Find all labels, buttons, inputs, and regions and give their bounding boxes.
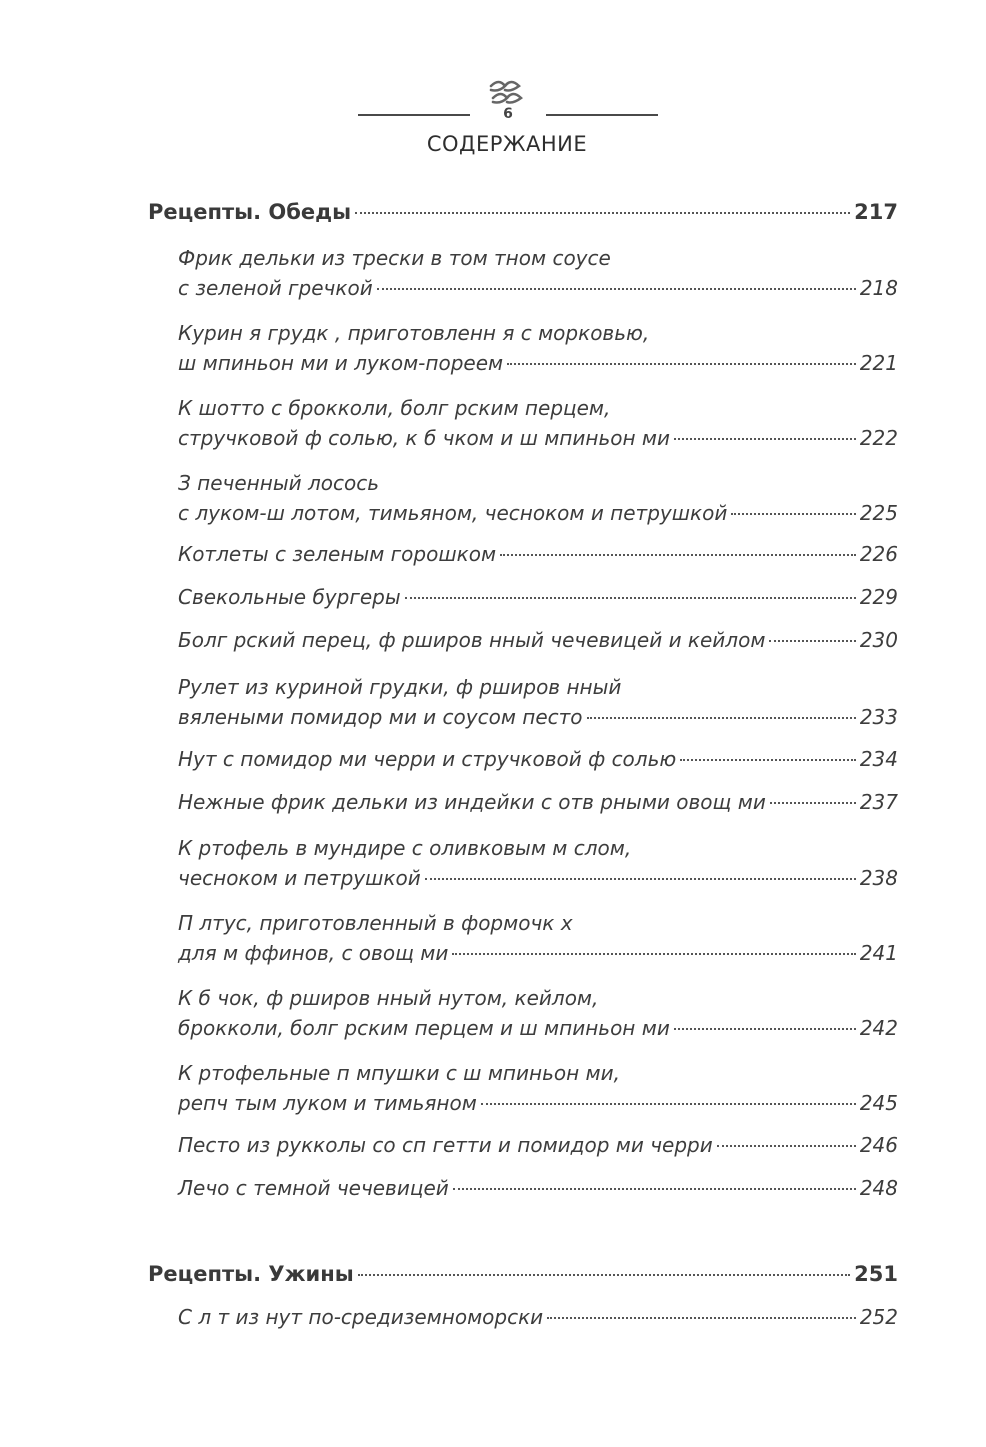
entry-line: П лтус, приготовленный в формочк х	[178, 911, 573, 935]
entry-line: К б чок, ф рширов нный нутом, кейлом,	[178, 986, 599, 1010]
entry-line: Рулет из куриной грудки, ф рширов нный	[178, 675, 622, 699]
entry-line: чесноком и петрушкой	[178, 866, 421, 890]
entry-line: с зеленой гречкой	[178, 276, 373, 300]
entry-line: С л т из нут по-средиземноморски	[178, 1305, 544, 1329]
dot-leader	[674, 1028, 856, 1030]
dot-leader	[377, 288, 856, 290]
entry-page: 237	[859, 790, 898, 814]
dot-leader	[405, 597, 856, 599]
toc-entry[interactable]	[178, 628, 898, 658]
entry-line: К шотто с брокколи, болг рским перцем,	[178, 396, 611, 420]
dot-leader	[770, 802, 856, 804]
entry-page: 252	[859, 1305, 898, 1329]
dot-leader	[425, 878, 856, 880]
page-number: 6	[503, 106, 513, 122]
toc-entry[interactable]	[178, 983, 898, 1046]
dot-leader	[500, 554, 856, 556]
dot-leader	[481, 1103, 856, 1105]
dot-leader	[674, 438, 856, 440]
toc-entry[interactable]	[178, 790, 898, 820]
dot-leader	[587, 717, 856, 719]
toc-section-lunches	[148, 200, 898, 232]
toc-entry[interactable]	[178, 542, 898, 572]
entry-page: 242	[859, 1016, 898, 1040]
dot-leader	[769, 640, 855, 642]
toc-entry[interactable]	[178, 318, 898, 381]
dot-leader	[717, 1145, 856, 1147]
entry-line: Лечо с темной чечевицей	[178, 1176, 449, 1200]
entry-line: Болг рский перец, ф рширов нный чечевицей и кейлом	[178, 628, 766, 652]
entry-page: 245	[859, 1091, 898, 1115]
entry-line: Песто из рукколы со сп гетти и помидор ми черри	[178, 1133, 713, 1157]
toc-entry[interactable]	[178, 833, 898, 896]
section-title: Рецепты. Ужины	[148, 1262, 354, 1286]
entry-page: 246	[859, 1133, 898, 1157]
dot-leader	[453, 1188, 856, 1190]
section-page: 217	[854, 200, 898, 224]
entry-line: с луком-ш лотом, тимьяном, чесноком и петрушкой	[178, 501, 728, 525]
page-title: СОДЕРЖАНИЕ	[426, 132, 588, 156]
entry-line: К ртофельные п мпушки с ш мпиньон ми,	[178, 1061, 620, 1085]
entry-line: Свекольные бургеры	[178, 585, 401, 609]
entry-page: 248	[859, 1176, 898, 1200]
entry-page: 233	[859, 705, 898, 729]
entry-line: Нут с помидор ми черри и стручковой ф солью	[178, 747, 677, 771]
entry-page: 218	[859, 276, 898, 300]
entry-page: 230	[859, 628, 898, 652]
entry-line: Нежные фрик дельки из индейки с отв рными овощ ми	[178, 790, 766, 814]
entry-line: брокколи, болг рским перцем и ш мпиньон ми	[178, 1016, 670, 1040]
toc-entry[interactable]	[178, 393, 898, 456]
toc-entry[interactable]	[178, 468, 898, 531]
toc-entry[interactable]	[178, 747, 898, 777]
entry-line: ш мпиньон ми и луком-пореем	[178, 351, 504, 375]
entry-line: стручковой ф солью, к б чком и ш мпиньон ми	[178, 426, 671, 450]
section-title: Рецепты. Обеды	[148, 200, 352, 224]
toc-entry[interactable]	[178, 243, 898, 306]
dot-leader	[355, 212, 850, 214]
entry-page: 234	[859, 747, 898, 771]
dot-leader	[547, 1317, 856, 1319]
toc-entry[interactable]	[178, 672, 898, 735]
entry-line: К ртофель в мундире с оливковым м слом,	[178, 836, 632, 860]
entry-page: 241	[859, 941, 898, 965]
entry-page: 222	[859, 426, 898, 450]
toc-entry[interactable]	[178, 908, 898, 971]
entry-page: 225	[859, 501, 898, 525]
dot-leader	[680, 759, 856, 761]
entry-page: 238	[859, 866, 898, 890]
toc-entry[interactable]	[178, 1305, 898, 1335]
entry-page: 229	[859, 585, 898, 609]
ornament-icon	[485, 78, 529, 108]
toc-entry[interactable]	[178, 1176, 898, 1206]
entry-line: репч тым луком и тимьяном	[178, 1091, 477, 1115]
header-rule-right	[546, 114, 658, 116]
dot-leader	[358, 1274, 850, 1276]
entry-line: Котлеты с зеленым горошком	[178, 542, 497, 566]
entry-line: вялеными помидор ми и соусом песто	[178, 705, 583, 729]
toc-entry[interactable]	[178, 585, 898, 615]
entry-line: для м ффинов, с овощ ми	[178, 941, 449, 965]
section-page: 251	[854, 1262, 898, 1286]
entry-page: 221	[859, 351, 898, 375]
toc-entry[interactable]	[178, 1058, 898, 1121]
entry-page: 226	[859, 542, 898, 566]
toc-entry[interactable]	[178, 1133, 898, 1163]
dot-leader	[731, 513, 855, 515]
header-rule-left	[358, 114, 470, 116]
entry-line: З печенный лосось	[178, 471, 380, 495]
entry-line: Фрик дельки из трески в том тном соусе	[178, 246, 611, 270]
dot-leader	[507, 363, 856, 365]
toc-section-dinners	[148, 1262, 898, 1294]
dot-leader	[452, 953, 855, 955]
entry-line: Курин я грудк , приготовленн я с морковью,	[178, 321, 650, 345]
